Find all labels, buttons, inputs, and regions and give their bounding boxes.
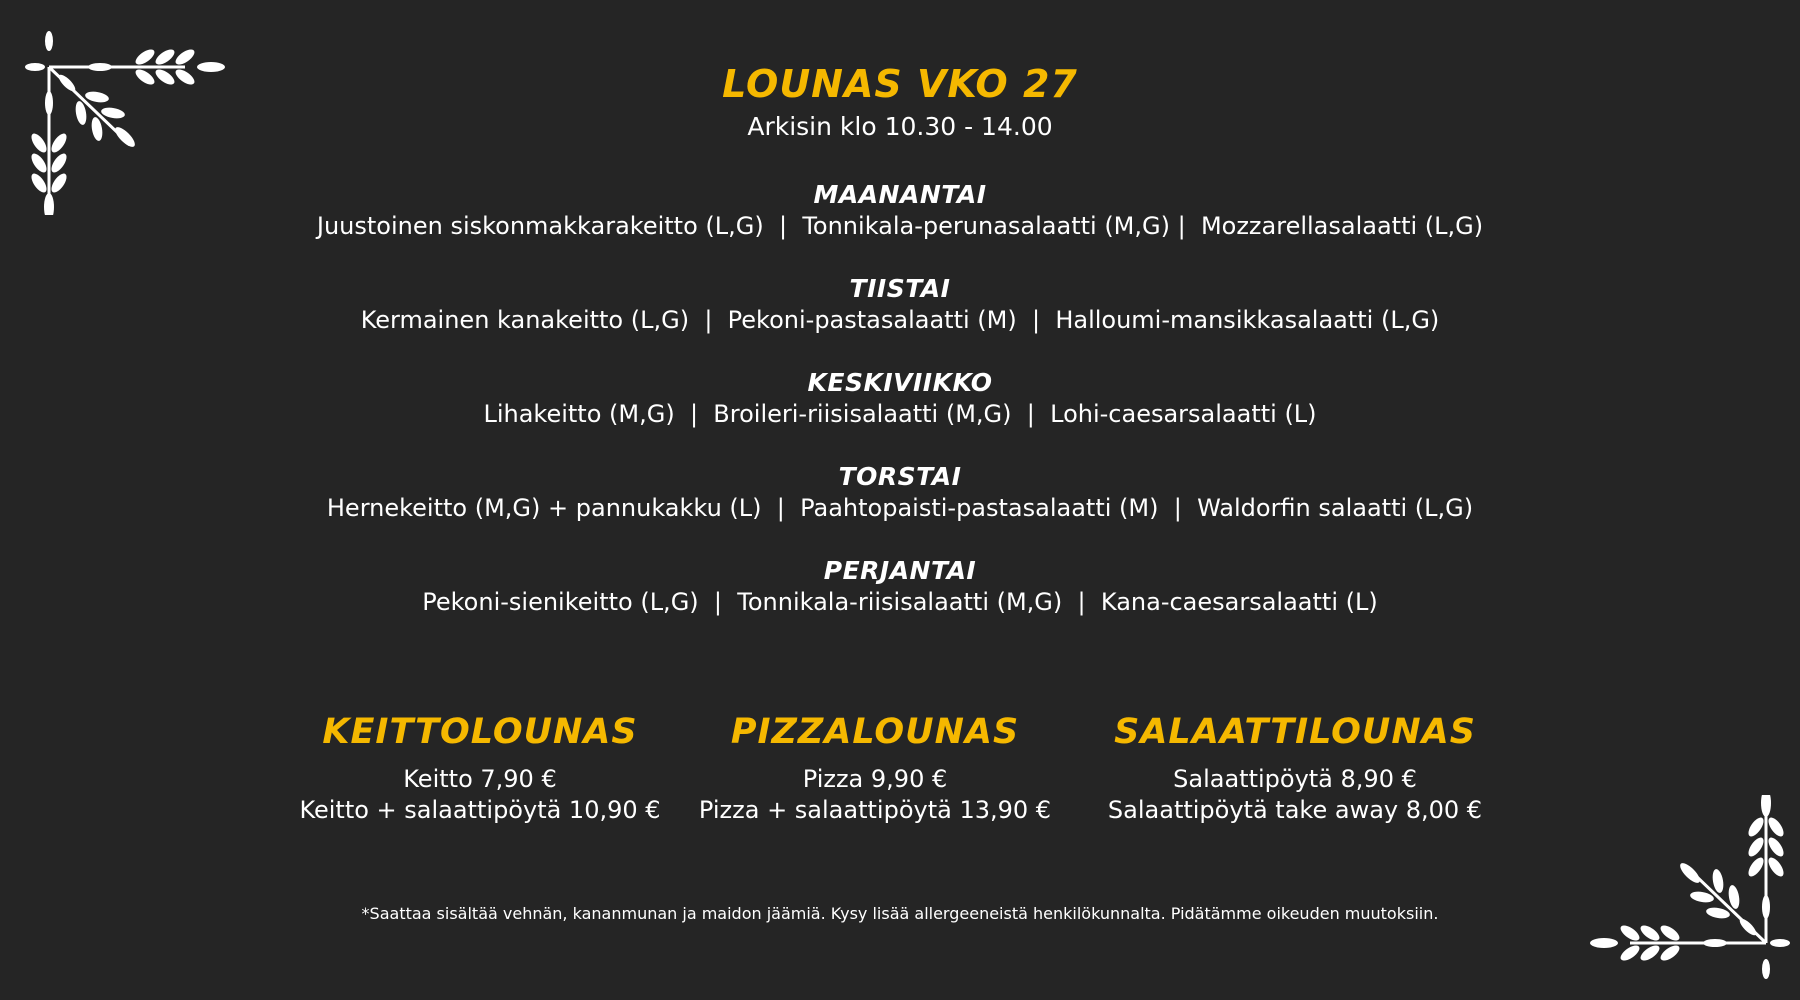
price-line: Keitto 7,90 € xyxy=(403,765,557,793)
page-title: LOUNAS VKO 27 xyxy=(722,62,1078,106)
allergen-note: *Saattaa sisältää vehnän, kananmunan ja maidon jäämiä. Kysy lisää allergeeneistä henkilökunnalta. Pidätämme oikeuden muutoksiin. xyxy=(361,904,1439,923)
wheat-corner-bottom-right-icon xyxy=(1590,795,1790,985)
price-line: Pizza 9,90 € xyxy=(802,765,948,793)
day-menu-items: Pekoni-sienikeitto (L,G) | Tonnikala-riisisalaatti (M,G) | Kana-caesarsalaatti (L) xyxy=(422,588,1378,616)
day-name: KESKIVIIKKO xyxy=(807,368,993,397)
price-line: Pizza + salaattipöytä 13,90 € xyxy=(698,796,1052,824)
price-line: Keitto + salaattipöytä 10,90 € xyxy=(299,796,661,824)
day-name: TORSTAI xyxy=(838,462,962,491)
day-menu-items: Kermainen kanakeitto (L,G) | Pekoni-pastasalaatti (M) | Halloumi-mansikkasalaatti (L,G) xyxy=(360,306,1440,334)
price-line: Salaattipöytä take away 8,00 € xyxy=(1107,796,1483,824)
day-name: TIISTAI xyxy=(849,274,951,303)
day-name: PERJANTAI xyxy=(823,556,977,585)
price-column-title: SALAATTILOUNAS xyxy=(1114,712,1476,752)
opening-hours: Arkisin klo 10.30 - 14.00 xyxy=(747,112,1053,141)
day-menu-items: Lihakeitto (M,G) | Broileri-riisisalaatti (M,G) | Lohi-caesarsalaatti (L) xyxy=(483,400,1317,428)
day-name: MAANANTAI xyxy=(813,180,987,209)
price-column-pizzalounas xyxy=(665,712,1085,826)
price-column-title: PIZZALOUNAS xyxy=(730,712,1020,752)
price-line: Salaattipöytä 8,90 € xyxy=(1173,765,1417,793)
price-column-salaattilounas xyxy=(1085,712,1505,826)
price-column-title: KEITTOLOUNAS xyxy=(322,712,638,752)
price-column-keittolounas xyxy=(270,712,690,826)
day-menu-items: Juustoinen siskonmakkarakeitto (L,G) | Tonnikala-perunasalaatti (M,G) | Mozzarellasalaatti (L,G) xyxy=(316,212,1484,240)
day-menu-items: Hernekeitto (M,G) + pannukakku (L) | Paahtopaisti-pastasalaatti (M) | Waldorfin salaatti (L,G) xyxy=(326,494,1474,522)
